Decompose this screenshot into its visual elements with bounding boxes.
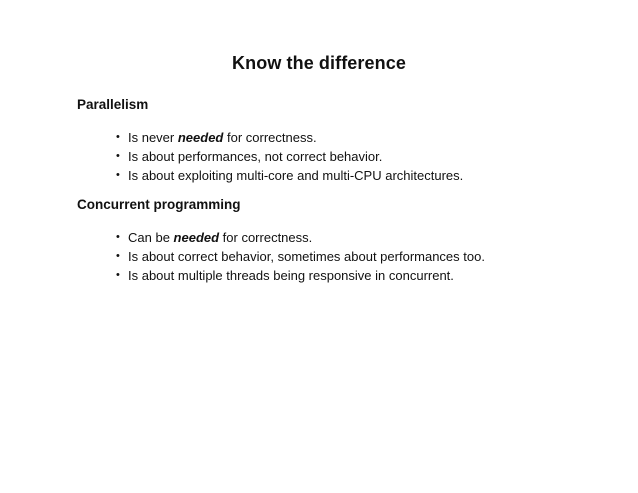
list-item bbox=[116, 228, 485, 247]
list-item-text-pre: Is never bbox=[128, 130, 178, 145]
list-item bbox=[116, 166, 463, 185]
section-heading-parallelism: Parallelism bbox=[77, 97, 149, 112]
list-item-text: Is about performances, not correct behavior. bbox=[128, 149, 383, 164]
list-item-text: Is about correct behavior, sometimes about performances too. bbox=[128, 249, 485, 264]
list-item-text-post: for correctness. bbox=[223, 130, 317, 145]
slide-title: Know the difference bbox=[232, 53, 406, 73]
list-item-text: Is about exploiting multi-core and multi-CPU architectures. bbox=[128, 168, 464, 183]
list-item-text-pre: Can be bbox=[128, 230, 174, 245]
list-item bbox=[116, 147, 463, 166]
list-item bbox=[116, 128, 463, 147]
bullet-icon: • bbox=[116, 169, 120, 181]
bullet-icon: • bbox=[116, 231, 120, 243]
list-item-text: Is about multiple threads being responsive in concurrent. bbox=[128, 268, 454, 283]
emphasis-text: needed bbox=[177, 130, 224, 145]
bullet-list-parallelism bbox=[116, 128, 463, 185]
bullet-list-concurrent-programming bbox=[116, 228, 485, 285]
bullet-icon: • bbox=[116, 131, 120, 143]
bullet-icon: • bbox=[116, 150, 120, 162]
list-item bbox=[116, 247, 485, 266]
emphasis-text: needed bbox=[173, 230, 220, 245]
section-heading-concurrent-programming: Concurrent programming bbox=[77, 197, 241, 212]
bullet-icon: • bbox=[116, 250, 120, 262]
list-item-text-post: for correctness. bbox=[219, 230, 313, 245]
list-item bbox=[116, 266, 485, 285]
bullet-icon: • bbox=[116, 269, 120, 281]
